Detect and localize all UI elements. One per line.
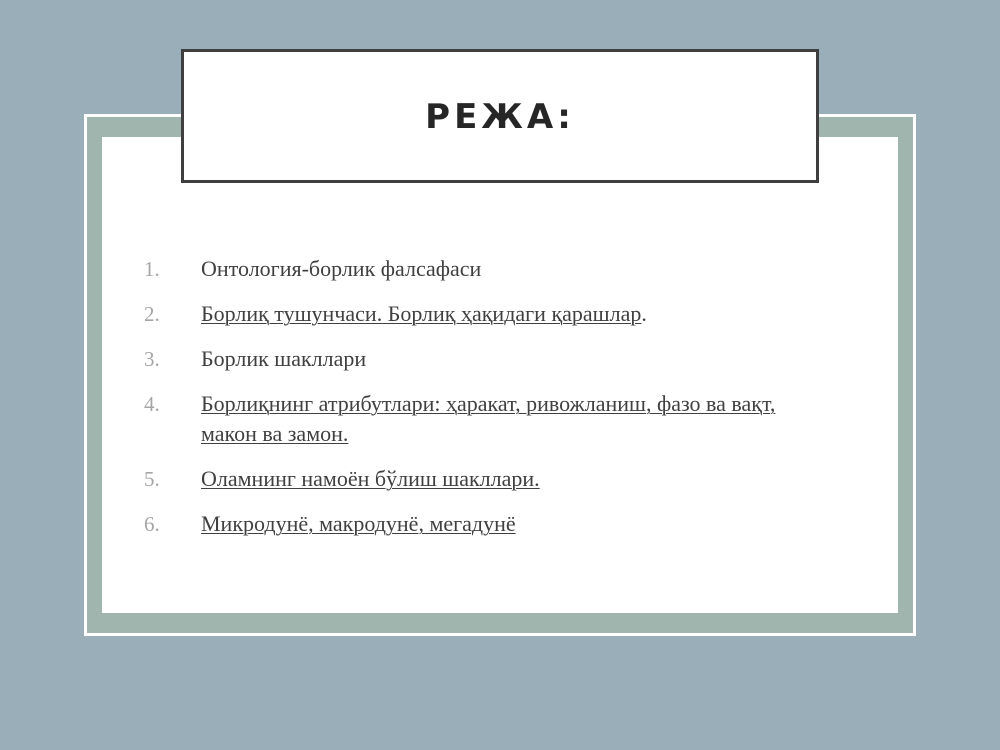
- agenda-item-number: 5.: [144, 467, 160, 491]
- agenda-item-link[interactable]: Оламнинг намоён бўлиш шакллари.: [201, 466, 540, 491]
- agenda-item-number: 2.: [144, 302, 160, 326]
- agenda-item-text: [201, 389, 834, 449]
- agenda-item-4: [144, 389, 834, 449]
- agenda-item-1: [144, 254, 834, 284]
- agenda-item-text: [201, 464, 834, 494]
- agenda-item-3: [144, 344, 834, 374]
- agenda-item-text: Борлик шакллари: [201, 346, 367, 371]
- agenda-item-number: 6.: [144, 512, 160, 536]
- agenda-item-text: [201, 299, 834, 329]
- agenda-item-number: 4.: [144, 392, 160, 416]
- agenda-item-link[interactable]: Борлиқнинг атрибутлари: ҳаракат, ривожланиш, фазо ва вақт, макон ва замон.: [201, 391, 776, 446]
- agenda-item-text: Онтология-борлик фалсафаси: [201, 256, 482, 281]
- agenda-item-suffix: .: [641, 301, 647, 326]
- agenda-item-6: [144, 509, 834, 539]
- agenda-item-link[interactable]: Борлиқ тушунчаси. Борлиқ ҳақидаги қарашлар: [201, 301, 642, 326]
- slide-title: РЕЖА:: [425, 97, 575, 137]
- agenda-item-2: [144, 299, 834, 329]
- agenda-item-number: 3.: [144, 347, 160, 371]
- agenda-item-5: [144, 464, 834, 494]
- agenda-item-number: 1.: [144, 257, 160, 281]
- agenda-item-link[interactable]: Микродунё, макродунё, мегадунё: [201, 511, 516, 536]
- slide-title-box: [181, 49, 819, 183]
- agenda-list: [144, 254, 834, 554]
- agenda-item-text: [201, 509, 834, 539]
